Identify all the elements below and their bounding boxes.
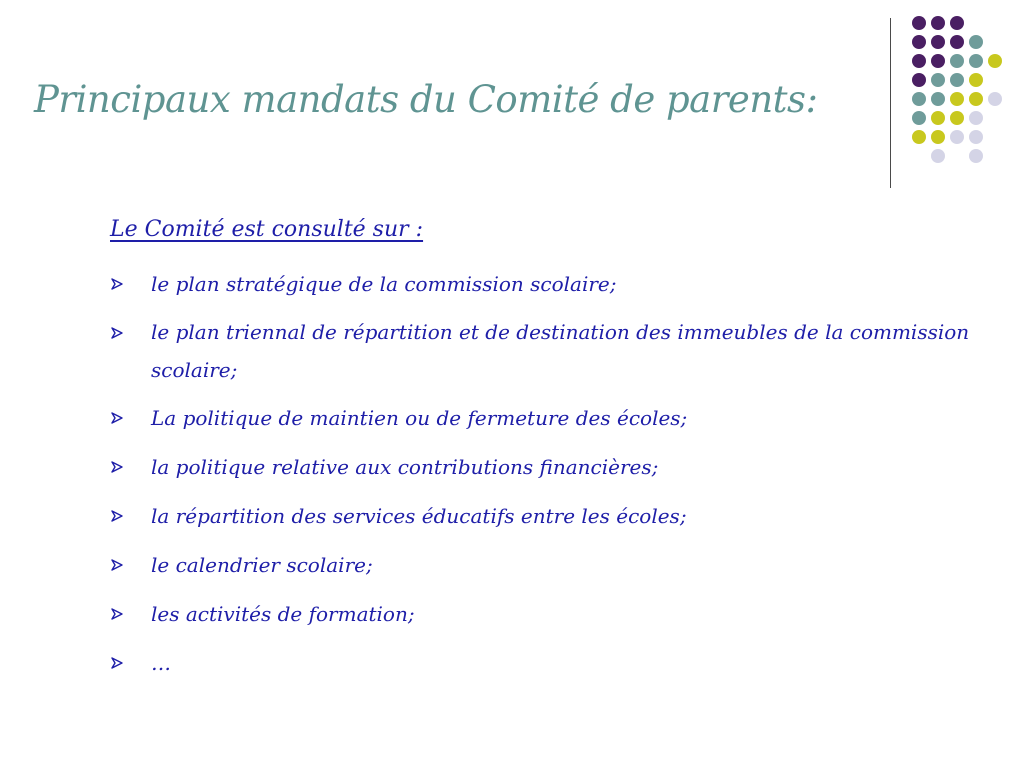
decorative-dot — [969, 35, 983, 49]
decorative-dot — [969, 54, 983, 68]
section-subtitle: Le Comité est consulté sur : — [110, 217, 424, 242]
list-item — [110, 545, 990, 585]
decorative-dot — [912, 92, 926, 106]
decorative-dot — [931, 16, 945, 30]
decorative-dot — [950, 130, 964, 144]
list-item-text: le plan stratégique de la commission scolaire; — [151, 272, 617, 296]
list-item-text: la politique relative aux contributions financières; — [151, 455, 659, 479]
arrowhead-bullet-icon — [110, 656, 124, 670]
arrowhead-bullet-icon — [110, 326, 124, 340]
decorative-dot — [912, 73, 926, 87]
decorative-dot — [969, 149, 983, 163]
decorative-dot — [969, 111, 983, 125]
decorative-dot — [912, 111, 926, 125]
decorative-dot — [912, 35, 926, 49]
list-item — [110, 594, 990, 634]
list-item — [110, 398, 990, 438]
list-item — [110, 264, 990, 304]
arrowhead-bullet-icon — [110, 558, 124, 572]
title-divider-line — [890, 18, 891, 188]
decorative-dot — [912, 16, 926, 30]
decorative-dot — [931, 35, 945, 49]
decorative-dot — [912, 130, 926, 144]
decorative-dot — [969, 130, 983, 144]
arrowhead-bullet-icon — [110, 411, 124, 425]
list-item — [110, 447, 990, 487]
decorative-dot — [950, 54, 964, 68]
list-item-text: le plan triennal de répartition et de destination des immeubles de la commission scolaire; — [151, 320, 970, 382]
decorative-dot — [950, 35, 964, 49]
decorative-dot — [950, 16, 964, 30]
list-item-text: … — [151, 651, 171, 675]
list-item-text: le calendrier scolaire; — [151, 553, 373, 577]
decorative-dot — [988, 92, 1002, 106]
arrowhead-bullet-icon — [110, 460, 124, 474]
list-item — [110, 496, 990, 536]
slide-title: Principaux mandats du Comité de parents: — [34, 78, 818, 121]
slide-body — [110, 212, 990, 692]
decorative-dot — [931, 130, 945, 144]
decorative-dot — [931, 92, 945, 106]
decorative-dot — [969, 92, 983, 106]
arrowhead-bullet-icon — [110, 607, 124, 621]
decorative-dot — [950, 73, 964, 87]
decorative-dot — [988, 54, 1002, 68]
list-item — [110, 313, 990, 389]
mandate-list — [110, 264, 990, 683]
decorative-dot — [912, 54, 926, 68]
arrowhead-bullet-icon — [110, 509, 124, 523]
list-item — [110, 643, 990, 683]
decorative-dot — [931, 54, 945, 68]
decorative-dot — [950, 92, 964, 106]
arrowhead-bullet-icon — [110, 277, 124, 291]
decorative-dot — [969, 73, 983, 87]
decorative-dot — [931, 149, 945, 163]
decorative-dot — [931, 73, 945, 87]
decorative-dot — [950, 111, 964, 125]
list-item-text: les activités de formation; — [151, 602, 415, 626]
list-item-text: la répartition des services éducatifs entre les écoles; — [151, 504, 687, 528]
list-item-text: La politique de maintien ou de fermeture des écoles; — [151, 406, 688, 430]
decorative-dot — [931, 111, 945, 125]
